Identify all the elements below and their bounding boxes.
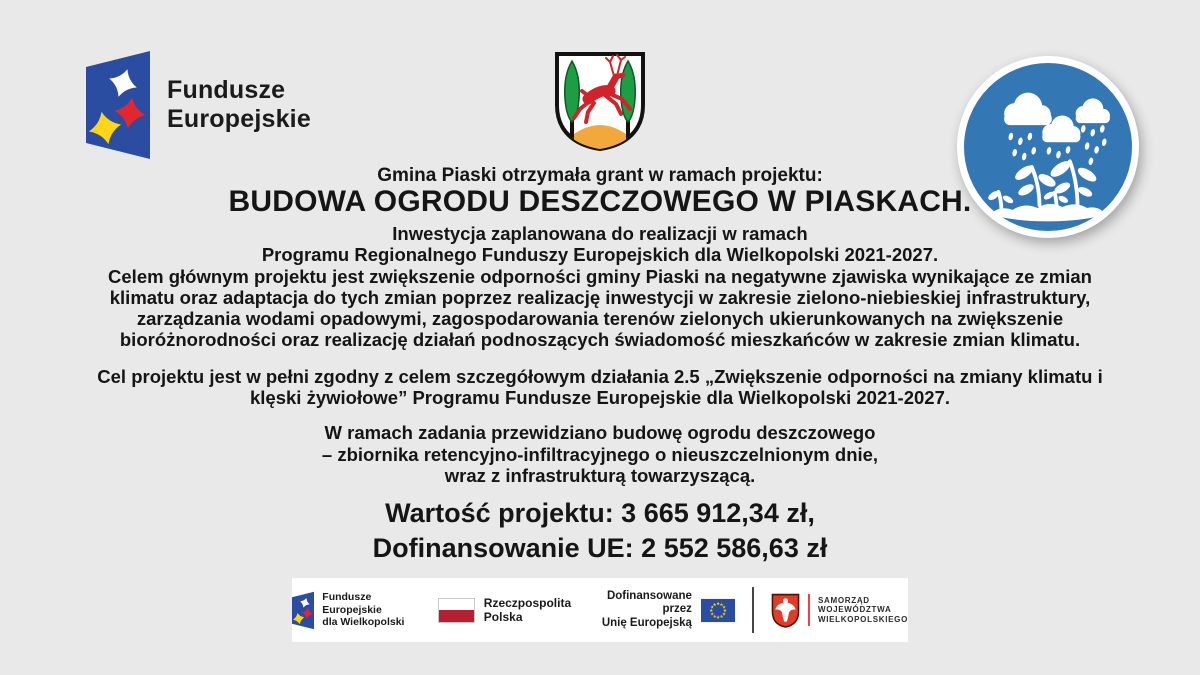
label-line: SAMORZĄD [817,595,870,605]
poland-label [484,596,571,624]
eu-cofinancing-value: Dofinansowanie UE: 2 552 586,63 zł [372,533,828,564]
text-line: Celem głównym projektu jest zwiększenie odporności gminy Piaski na negatywne zjawiska wynikające ze zmian [108,265,1092,287]
label-line: Fundusze Europejskie [322,591,382,616]
text-line: bioróżnorodności oraz realizację działań podnoszących świadomość mieszkańców w zakresie zmian klimatu. [119,329,1081,351]
fe-logo-label-line1: Fundusze [167,76,286,104]
paragraph-project-goal [0,223,1200,351]
financial-values [0,496,1200,566]
fe-flag-icon [292,588,314,633]
label-line: Unię Europejską [601,616,692,629]
fe-flag-icon [86,50,150,160]
fe-logo-label [167,76,311,134]
poland-flag-icon [438,598,475,623]
logo-samorzad-wojewodztwa [771,593,908,628]
text-line: klęski żywiołowe” Programu Fundusze Europejskie dla Wielkopolski 2021-2027. [250,387,950,409]
label-line: Polska [483,610,523,624]
footer-divider [752,587,754,633]
footer-logo-strip [292,578,908,642]
fe-logo-top [86,50,311,160]
label-line: WIELKOPOLSKIEGO [817,614,909,624]
text-line: wraz z infrastrukturą towarzyszącą. [444,464,756,486]
text-line: Cel projektu jest w pełni zgodny z celem szczegółowym działania 2.5 „Zwiększenie odporności na zmiany klimatu i [97,365,1103,387]
project-title: BUDOWA OGRODU DESZCZOWEGO W PIASKACH. [228,185,972,218]
label-line: WOJEWÓDZTWA [817,605,892,615]
paragraph-program-alignment [0,366,1200,409]
label-line: Rzeczpospolita [483,596,572,610]
project-value: Wartość projektu: 3 665 912,34 zł, [385,498,815,529]
grant-intro-line: Gmina Piaski otrzymała grant w ramach projektu: [377,165,823,186]
text-line: Programu Regionalnego Funduszy Europejskich dla Wielkopolski 2021-2027. [261,244,939,266]
eu-cofinancing-label [591,590,692,631]
eu-flag-icon [701,597,735,624]
logo-eu-cofinancing [591,590,735,631]
text-line: klimatu oraz adaptacja do tych zmian poprzez realizację inwestycji w zakresie zielono-niebieskiej infrastruktury, [109,286,1091,308]
samorzad-accent-line [808,594,810,626]
gmina-piaski-crest [552,48,648,154]
text-line: zarządzania wodami opadowymi, zagospodarowania terenów zielonych ukierunkowanych na zwiększenie [136,308,1064,330]
text-line: – zbiornika retencyjno-infiltracyjnego o nieuszczelnionym dnie, [321,443,879,465]
logo-fundusze-europejskie-wielkopolski [292,588,418,633]
label-line: Dofinansowane przez [606,589,692,616]
samorzad-label [818,596,908,625]
text-line: Inwestycja zaplanowana do realizacji w ramach [392,223,808,244]
logo-rzeczpospolita-polska [438,596,571,624]
wielkopolska-eagle-shield-icon [771,593,800,628]
label-line: dla Wielkopolski [322,616,405,629]
main-text [0,165,1200,566]
fe-logo-label-line2: Europejskie [167,105,311,133]
paragraph-scope [0,422,1200,486]
fe-wielkopolski-label [322,591,418,629]
gmina-piaski-crest-icon [552,48,648,154]
text-line: W ramach zadania przewidziano budowę ogrodu deszczowego [324,422,876,444]
